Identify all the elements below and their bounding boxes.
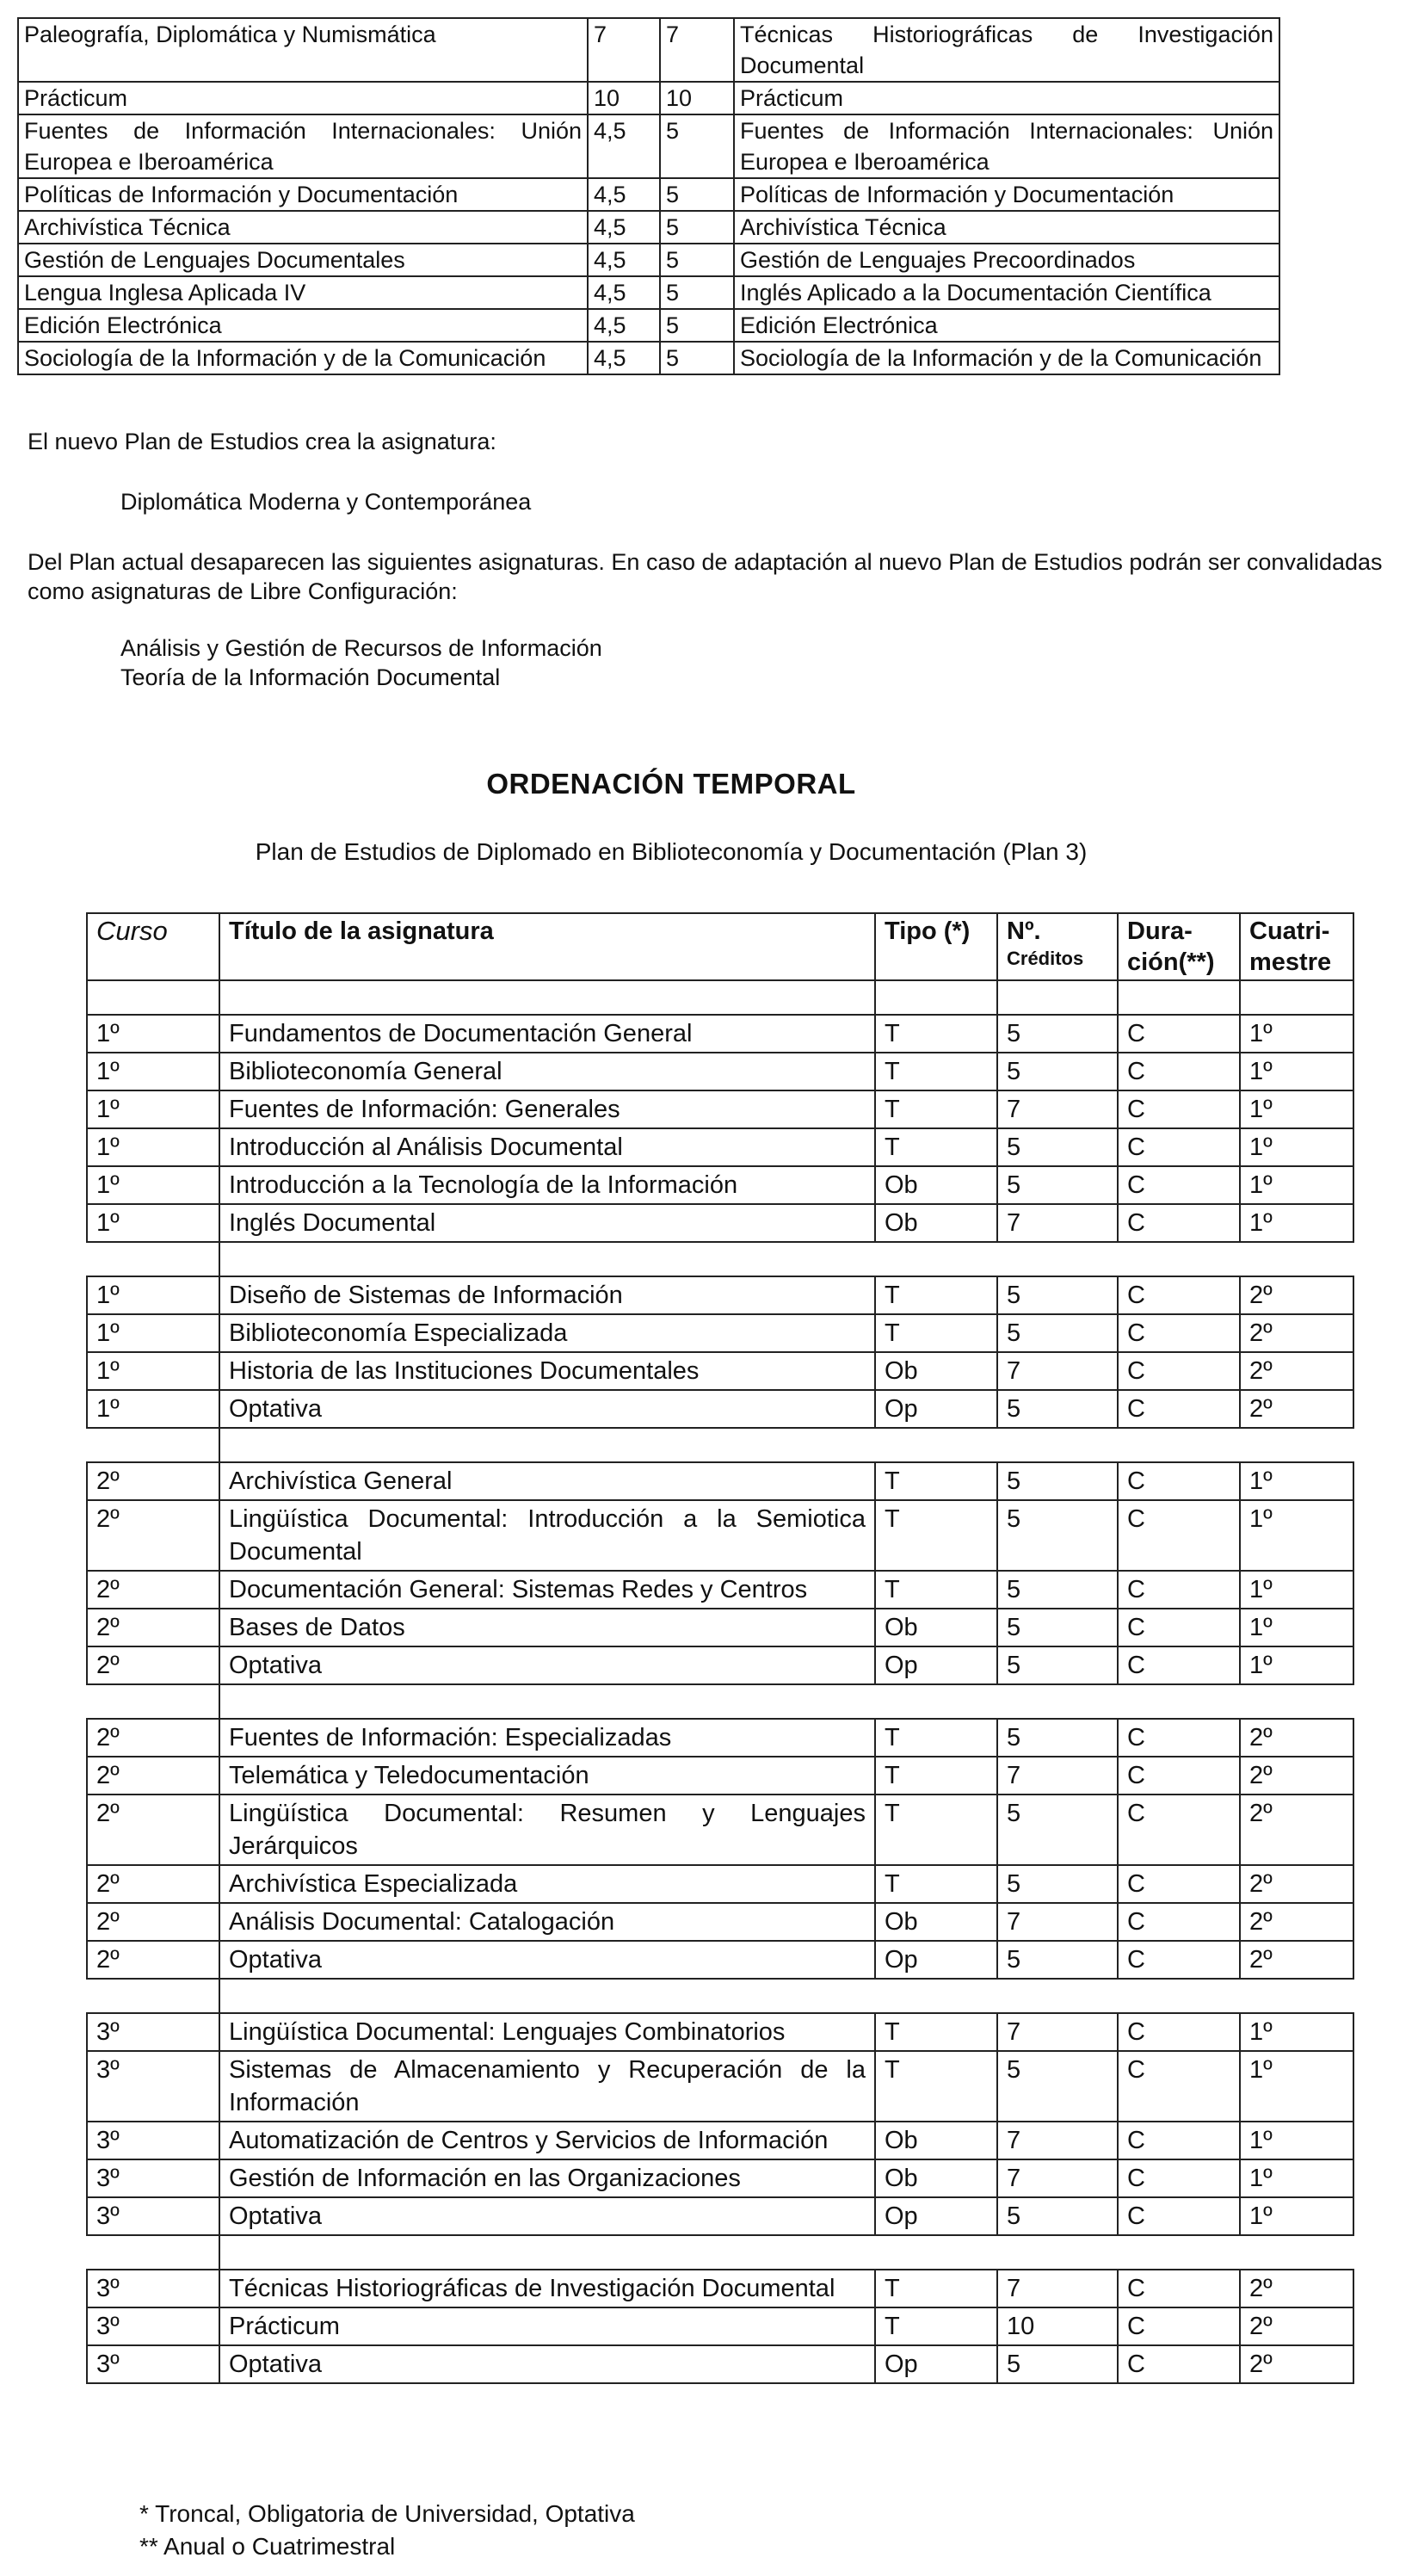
cuatrimestre-cell: 1º xyxy=(1239,2159,1354,2198)
tipo-cell: T xyxy=(874,1499,998,1572)
tipo-cell: T xyxy=(874,1127,998,1167)
duracion-cell: C xyxy=(1117,1052,1241,1091)
schedule-row xyxy=(88,1053,1361,1091)
section-heading: ORDENACIÓN TEMPORAL xyxy=(486,768,856,800)
new-subject-name: Diplomática Moderna y Contemporánea xyxy=(120,489,532,515)
equivalence-row xyxy=(18,309,1279,342)
duracion-cell: C xyxy=(1117,1203,1241,1243)
subject-title-cell: Optativa xyxy=(219,2196,876,2236)
schedule-row xyxy=(88,1353,1361,1391)
group-separator-row xyxy=(88,1980,1361,2014)
curso-cell: 2º xyxy=(86,1756,220,1795)
subject-title-cell: Sistemas de Almacenamiento y Recuperación de la Información xyxy=(219,2050,876,2122)
curso-cell: 2º xyxy=(86,1718,220,1757)
curso-cell: 1º xyxy=(86,1127,220,1167)
tipo-cell: Ob xyxy=(874,1165,998,1205)
tipo-cell: T xyxy=(874,1570,998,1609)
new-subject-cell: Archivística Técnica xyxy=(734,211,1279,244)
tipo-cell: Ob xyxy=(874,2121,998,2160)
schedule-row xyxy=(88,2160,1361,2198)
duracion-cell: C xyxy=(1117,1756,1241,1795)
old-subject-cell: Paleografía, Diplomática y Numismática xyxy=(18,18,588,82)
new-subject-cell: Inglés Aplicado a la Documentación Científica xyxy=(734,276,1279,309)
tipo-cell: Ob xyxy=(874,1608,998,1647)
duracion-cell: C xyxy=(1117,1499,1241,1572)
duracion-cell: C xyxy=(1117,1351,1241,1391)
duracion-cell: C xyxy=(1117,2196,1241,2236)
schedule-row xyxy=(88,2014,1361,2052)
subject-title-cell: Archivística Especializada xyxy=(219,1864,876,1904)
tipo-cell: Op xyxy=(874,1389,998,1429)
tipo-cell: Ob xyxy=(874,1351,998,1391)
duracion-cell: C xyxy=(1117,1389,1241,1429)
schedule-row xyxy=(88,1720,1361,1757)
duracion-cell: C xyxy=(1117,2307,1241,2346)
schedule-row xyxy=(88,1391,1361,1429)
cuatrimestre-cell: 2º xyxy=(1239,1276,1354,1315)
curso-cell: 3º xyxy=(86,2159,220,2198)
creditos-cell: 5 xyxy=(996,1276,1119,1315)
subject-title-cell: Lingüística Documental: Resumen y Lenguajes Jerárquicos xyxy=(219,1794,876,1866)
new-credits-cell: 5 xyxy=(660,342,734,374)
old-credits-cell: 4,5 xyxy=(588,178,660,211)
duracion-cell: C xyxy=(1117,2269,1241,2308)
creditos-cell: 5 xyxy=(996,1313,1119,1353)
footnote-duracion: ** Anual o Cuatrimestral xyxy=(139,2533,396,2560)
footnote-tipo: * Troncal, Obligatoria de Universidad, Optativa xyxy=(139,2500,635,2527)
tipo-cell: T xyxy=(874,1718,998,1757)
curso-cell: 3º xyxy=(86,2050,220,2122)
duracion-cell: C xyxy=(1117,1090,1241,1129)
creditos-cell: 5 xyxy=(996,1794,1119,1866)
cuatrimestre-cell: 2º xyxy=(1239,1313,1354,1353)
duracion-cell: C xyxy=(1117,1864,1241,1904)
cuatrimestre-cell: 2º xyxy=(1239,1756,1354,1795)
creditos-cell: 7 xyxy=(996,1756,1119,1795)
duracion-cell: C xyxy=(1117,1461,1241,1501)
subject-title-cell: Introducción a la Tecnología de la Información xyxy=(219,1165,876,1205)
curso-cell: 1º xyxy=(86,1351,220,1391)
equivalence-row xyxy=(18,114,1279,178)
new-subject-intro: El nuevo Plan de Estudios crea la asignatura: xyxy=(28,429,496,454)
schedule-row xyxy=(88,1609,1361,1647)
old-subject-cell: Prácticum xyxy=(18,82,588,114)
tipo-cell: Ob xyxy=(874,1902,998,1942)
subject-title-cell: Técnicas Historiográficas de Investigación Documental xyxy=(219,2269,876,2308)
schedule-row xyxy=(88,1167,1361,1205)
creditos-cell: 7 xyxy=(996,1203,1119,1243)
tipo-cell: T xyxy=(874,1090,998,1129)
equivalence-row xyxy=(18,18,1279,82)
tipo-cell: T xyxy=(874,2050,998,2122)
cuatrimestre-cell: 2º xyxy=(1239,2344,1354,2384)
equivalence-row xyxy=(18,244,1279,276)
schedule-table xyxy=(88,914,1361,2384)
creditos-cell: 10 xyxy=(996,2307,1119,2346)
schedule-row xyxy=(88,2052,1361,2122)
creditos-cell: 7 xyxy=(996,2159,1119,2198)
schedule-row xyxy=(88,1501,1361,1572)
schedule-row xyxy=(88,1572,1361,1609)
old-subject-cell: Sociología de la Información y de la Comunicación xyxy=(18,342,588,374)
curso-cell: 3º xyxy=(86,2344,220,2384)
new-subject-cell: Sociología de la Información y de la Comunicación xyxy=(734,342,1279,374)
schedule-row xyxy=(88,1315,1361,1353)
header-tipo: Tipo (*) xyxy=(874,912,998,981)
creditos-cell: 5 xyxy=(996,1718,1119,1757)
curso-cell: 1º xyxy=(86,1276,220,1315)
schedule-row xyxy=(88,1942,1361,1980)
schedule-row xyxy=(88,1795,1361,1866)
new-credits-cell: 5 xyxy=(660,211,734,244)
header-duracion-line2: ción(**) xyxy=(1127,948,1215,976)
curso-cell: 1º xyxy=(86,1014,220,1053)
schedule-row xyxy=(88,2198,1361,2236)
cuatrimestre-cell: 2º xyxy=(1239,1794,1354,1866)
schedule-row xyxy=(88,2308,1361,2346)
subject-title-cell: Prácticum xyxy=(219,2307,876,2346)
schedule-row xyxy=(88,2122,1361,2160)
new-subject-cell: Políticas de Información y Documentación xyxy=(734,178,1279,211)
subject-title-cell: Optativa xyxy=(219,1646,876,1685)
creditos-cell: 5 xyxy=(996,2050,1119,2122)
old-subject-cell: Políticas de Información y Documentación xyxy=(18,178,588,211)
schedule-row xyxy=(88,1277,1361,1315)
cuatrimestre-cell: 1º xyxy=(1239,1203,1354,1243)
subject-title-cell: Lingüística Documental: Introducción a la Semiotica Documental xyxy=(219,1499,876,1572)
creditos-cell: 5 xyxy=(996,1052,1119,1091)
old-credits-cell: 4,5 xyxy=(588,244,660,276)
subject-title-cell: Historia de las Instituciones Documentales xyxy=(219,1351,876,1391)
curso-cell: 2º xyxy=(86,1461,220,1501)
new-credits-cell: 5 xyxy=(660,178,734,211)
separator-cell xyxy=(219,1683,876,1720)
cuatrimestre-cell: 1º xyxy=(1239,1646,1354,1685)
subject-title-cell: Gestión de Información en las Organizaciones xyxy=(219,2159,876,2198)
subject-title-cell: Fundamentos de Documentación General xyxy=(219,1014,876,1053)
duracion-cell: C xyxy=(1117,1313,1241,1353)
curso-cell: 2º xyxy=(86,1608,220,1647)
cuatrimestre-cell: 1º xyxy=(1239,2121,1354,2160)
cuatrimestre-cell: 1º xyxy=(1239,1461,1354,1501)
tipo-cell: T xyxy=(874,1052,998,1091)
group-separator-row xyxy=(88,2236,1361,2270)
tipo-cell: T xyxy=(874,1461,998,1501)
creditos-cell: 5 xyxy=(996,1014,1119,1053)
duracion-cell: C xyxy=(1117,2050,1241,2122)
creditos-cell: 5 xyxy=(996,1499,1119,1572)
group-separator-row xyxy=(88,1685,1361,1720)
curso-cell: 1º xyxy=(86,1090,220,1129)
subject-title-cell: Biblioteconomía General xyxy=(219,1052,876,1091)
separator-cell xyxy=(86,1241,220,1277)
tipo-cell: Op xyxy=(874,2196,998,2236)
schedule-row xyxy=(88,1016,1361,1053)
cuatrimestre-cell: 1º xyxy=(1239,1014,1354,1053)
duracion-cell: C xyxy=(1117,1276,1241,1315)
subject-title-cell: Bases de Datos xyxy=(219,1608,876,1647)
tipo-cell: T xyxy=(874,2269,998,2308)
tipo-cell: T xyxy=(874,1313,998,1353)
header-creditos-line2: Créditos xyxy=(1007,948,1084,969)
cuatrimestre-cell: 2º xyxy=(1239,1389,1354,1429)
cuatrimestre-cell: 2º xyxy=(1239,1864,1354,1904)
cuatrimestre-cell: 1º xyxy=(1239,1499,1354,1572)
removed-subject-1: Análisis y Gestión de Recursos de Información xyxy=(120,635,602,661)
separator-cell xyxy=(996,979,1119,1016)
subject-title-cell: Archivística General xyxy=(219,1461,876,1501)
curso-cell: 1º xyxy=(86,1052,220,1091)
duracion-cell: C xyxy=(1117,1718,1241,1757)
old-subject-cell: Archivística Técnica xyxy=(18,211,588,244)
curso-cell: 2º xyxy=(86,1902,220,1942)
duracion-cell: C xyxy=(1117,1940,1241,1980)
separator-cell xyxy=(219,1241,876,1277)
cuatrimestre-cell: 1º xyxy=(1239,2012,1354,2052)
curso-cell: 1º xyxy=(86,1313,220,1353)
new-credits-cell: 5 xyxy=(660,309,734,342)
creditos-cell: 5 xyxy=(996,1127,1119,1167)
tipo-cell: T xyxy=(874,1756,998,1795)
subject-title-cell: Optativa xyxy=(219,1389,876,1429)
creditos-cell: 5 xyxy=(996,1570,1119,1609)
old-credits-cell: 7 xyxy=(588,18,660,82)
new-credits-cell: 7 xyxy=(660,18,734,82)
subject-title-cell: Fuentes de Información: Especializadas xyxy=(219,1718,876,1757)
creditos-cell: 5 xyxy=(996,1608,1119,1647)
new-credits-cell: 5 xyxy=(660,244,734,276)
old-credits-cell: 4,5 xyxy=(588,211,660,244)
cuatrimestre-cell: 1º xyxy=(1239,1608,1354,1647)
separator-cell xyxy=(874,979,998,1016)
tipo-cell: Ob xyxy=(874,2159,998,2198)
new-subject-cell: Técnicas Historiográficas de Investigación Documental xyxy=(734,18,1279,82)
duracion-cell: C xyxy=(1117,1608,1241,1647)
creditos-cell: 7 xyxy=(996,2121,1119,2160)
creditos-cell: 5 xyxy=(996,1389,1119,1429)
subject-title-cell: Automatización de Centros y Servicios de Información xyxy=(219,2121,876,2160)
removed-subject-2: Teoría de la Información Documental xyxy=(120,664,501,690)
curso-cell: 2º xyxy=(86,1940,220,1980)
cuatrimestre-cell: 2º xyxy=(1239,1940,1354,1980)
cuatrimestre-cell: 1º xyxy=(1239,2050,1354,2122)
cuatrimestre-cell: 1º xyxy=(1239,1052,1354,1091)
schedule-row xyxy=(88,1091,1361,1129)
schedule-row xyxy=(88,1647,1361,1685)
tipo-cell: Ob xyxy=(874,1203,998,1243)
curso-cell: 3º xyxy=(86,2121,220,2160)
curso-cell: 2º xyxy=(86,1646,220,1685)
duracion-cell: C xyxy=(1117,2012,1241,2052)
schedule-row xyxy=(88,1463,1361,1501)
header-cuatri-line1: Cuatri- xyxy=(1249,917,1330,945)
tipo-cell: T xyxy=(874,2012,998,2052)
removed-subjects-intro: Del Plan actual desaparecen las siguientes asignaturas. En caso de adaptación al nuevo Plan de Estudios podrán ser convalidadas como asignaturas de Libre Configuración: xyxy=(28,549,1383,604)
old-subject-cell: Fuentes de Información Internacionales: Unión Europea e Iberoamérica xyxy=(18,114,588,178)
new-subject-cell: Edición Electrónica xyxy=(734,309,1279,342)
creditos-cell: 7 xyxy=(996,2269,1119,2308)
old-credits-cell: 4,5 xyxy=(588,114,660,178)
curso-cell: 3º xyxy=(86,2012,220,2052)
separator-cell xyxy=(219,2234,876,2270)
creditos-cell: 5 xyxy=(996,1646,1119,1685)
separator-cell xyxy=(1239,979,1354,1016)
equivalence-row xyxy=(18,342,1279,374)
old-subject-cell: Lengua Inglesa Aplicada IV xyxy=(18,276,588,309)
curso-cell: 1º xyxy=(86,1203,220,1243)
group-separator-row xyxy=(88,1429,1361,1463)
equivalence-row xyxy=(18,211,1279,244)
creditos-cell: 7 xyxy=(996,1351,1119,1391)
header-cuatri-line2: mestre xyxy=(1249,948,1332,976)
tipo-cell: T xyxy=(874,1014,998,1053)
subject-title-cell: Introducción al Análisis Documental xyxy=(219,1127,876,1167)
separator-cell xyxy=(86,1427,220,1463)
separator-cell xyxy=(86,1978,220,2014)
subject-title-cell: Biblioteconomía Especializada xyxy=(219,1313,876,1353)
curso-cell: 2º xyxy=(86,1499,220,1572)
cuatrimestre-cell: 1º xyxy=(1239,1570,1354,1609)
separator-cell xyxy=(219,979,876,1016)
header-creditos-line1: Nº. xyxy=(1007,917,1041,945)
old-credits-cell: 10 xyxy=(588,82,660,114)
creditos-cell: 7 xyxy=(996,1902,1119,1942)
schedule-row xyxy=(88,1129,1361,1167)
creditos-cell: 5 xyxy=(996,1940,1119,1980)
curso-cell: 3º xyxy=(86,2269,220,2308)
tipo-cell: Op xyxy=(874,1940,998,1980)
subject-title-cell: Diseño de Sistemas de Información xyxy=(219,1276,876,1315)
creditos-cell: 5 xyxy=(996,2196,1119,2236)
curso-cell: 1º xyxy=(86,1165,220,1205)
separator-cell xyxy=(86,1683,220,1720)
tipo-cell: T xyxy=(874,1794,998,1866)
header-titulo: Título de la asignatura xyxy=(219,912,876,981)
duracion-cell: C xyxy=(1117,1794,1241,1866)
duracion-cell: C xyxy=(1117,2159,1241,2198)
cuatrimestre-cell: 2º xyxy=(1239,1902,1354,1942)
new-credits-cell: 10 xyxy=(660,82,734,114)
cuatrimestre-cell: 1º xyxy=(1239,1165,1354,1205)
cuatrimestre-cell: 2º xyxy=(1239,2307,1354,2346)
cuatrimestre-cell: 1º xyxy=(1239,2196,1354,2236)
curso-cell: 2º xyxy=(86,1864,220,1904)
schedule-row xyxy=(88,2270,1361,2308)
duracion-cell: C xyxy=(1117,2121,1241,2160)
subject-title-cell: Lingüística Documental: Lenguajes Combinatorios xyxy=(219,2012,876,2052)
cuatrimestre-cell: 2º xyxy=(1239,1718,1354,1757)
curso-cell: 1º xyxy=(86,1389,220,1429)
curso-cell: 2º xyxy=(86,1794,220,1866)
schedule-row xyxy=(88,1904,1361,1942)
subject-title-cell: Documentación General: Sistemas Redes y Centros xyxy=(219,1570,876,1609)
separator-cell xyxy=(219,1427,876,1463)
cuatrimestre-cell: 2º xyxy=(1239,1351,1354,1391)
tipo-cell: Op xyxy=(874,2344,998,2384)
creditos-cell: 5 xyxy=(996,2344,1119,2384)
creditos-cell: 5 xyxy=(996,1461,1119,1501)
separator-cell xyxy=(86,2234,220,2270)
cuatrimestre-cell: 1º xyxy=(1239,1127,1354,1167)
tipo-cell: T xyxy=(874,1276,998,1315)
duracion-cell: C xyxy=(1117,1165,1241,1205)
duracion-cell: C xyxy=(1117,1902,1241,1942)
new-subject-cell: Gestión de Lenguajes Precoordinados xyxy=(734,244,1279,276)
creditos-cell: 7 xyxy=(996,1090,1119,1129)
old-subject-cell: Gestión de Lenguajes Documentales xyxy=(18,244,588,276)
header-curso: Curso xyxy=(86,912,220,981)
creditos-cell: 5 xyxy=(996,1864,1119,1904)
curso-cell: 3º xyxy=(86,2196,220,2236)
duracion-cell: C xyxy=(1117,1014,1241,1053)
schedule-row xyxy=(88,1866,1361,1904)
separator-cell xyxy=(1117,979,1241,1016)
old-subject-cell: Edición Electrónica xyxy=(18,309,588,342)
tipo-cell: Op xyxy=(874,1646,998,1685)
subject-title-cell: Optativa xyxy=(219,2344,876,2384)
duracion-cell: C xyxy=(1117,2344,1241,2384)
creditos-cell: 5 xyxy=(996,1165,1119,1205)
schedule-row xyxy=(88,2346,1361,2384)
separator-cell xyxy=(219,1978,876,2014)
header-duracion xyxy=(1117,912,1241,981)
new-credits-cell: 5 xyxy=(660,114,734,178)
new-subject-cell: Prácticum xyxy=(734,82,1279,114)
schedule-row xyxy=(88,1757,1361,1795)
group-separator-row xyxy=(88,981,1361,1016)
cuatrimestre-cell: 2º xyxy=(1239,2269,1354,2308)
schedule-header-row xyxy=(88,914,1361,981)
equivalence-row xyxy=(18,178,1279,211)
new-subject-cell: Fuentes de Información Internacionales: Unión Europea e Iberoamérica xyxy=(734,114,1279,178)
header-duracion-line1: Dura- xyxy=(1127,917,1193,945)
cuatrimestre-cell: 1º xyxy=(1239,1090,1354,1129)
new-credits-cell: 5 xyxy=(660,276,734,309)
subject-title-cell: Fuentes de Información: Generales xyxy=(219,1090,876,1129)
schedule-row xyxy=(88,1205,1361,1243)
subject-title-cell: Telemática y Teledocumentación xyxy=(219,1756,876,1795)
old-credits-cell: 4,5 xyxy=(588,276,660,309)
subject-title-cell: Optativa xyxy=(219,1940,876,1980)
curso-cell: 2º xyxy=(86,1570,220,1609)
duracion-cell: C xyxy=(1117,1127,1241,1167)
group-separator-row xyxy=(88,1243,1361,1277)
subject-title-cell: Inglés Documental xyxy=(219,1203,876,1243)
duracion-cell: C xyxy=(1117,1646,1241,1685)
separator-cell xyxy=(86,979,220,1016)
tipo-cell: T xyxy=(874,2307,998,2346)
plan-subheading: Plan de Estudios de Diplomado en Biblioteconomía y Documentación (Plan 3) xyxy=(255,838,1088,865)
equivalence-row xyxy=(18,276,1279,309)
duracion-cell: C xyxy=(1117,1570,1241,1609)
tipo-cell: T xyxy=(874,1864,998,1904)
subject-title-cell: Análisis Documental: Catalogación xyxy=(219,1902,876,1942)
header-cuatrimestre xyxy=(1239,912,1354,981)
equivalence-row xyxy=(18,82,1279,114)
header-creditos xyxy=(996,912,1119,981)
old-credits-cell: 4,5 xyxy=(588,309,660,342)
old-credits-cell: 4,5 xyxy=(588,342,660,374)
creditos-cell: 7 xyxy=(996,2012,1119,2052)
equivalence-table xyxy=(17,17,1280,375)
curso-cell: 3º xyxy=(86,2307,220,2346)
